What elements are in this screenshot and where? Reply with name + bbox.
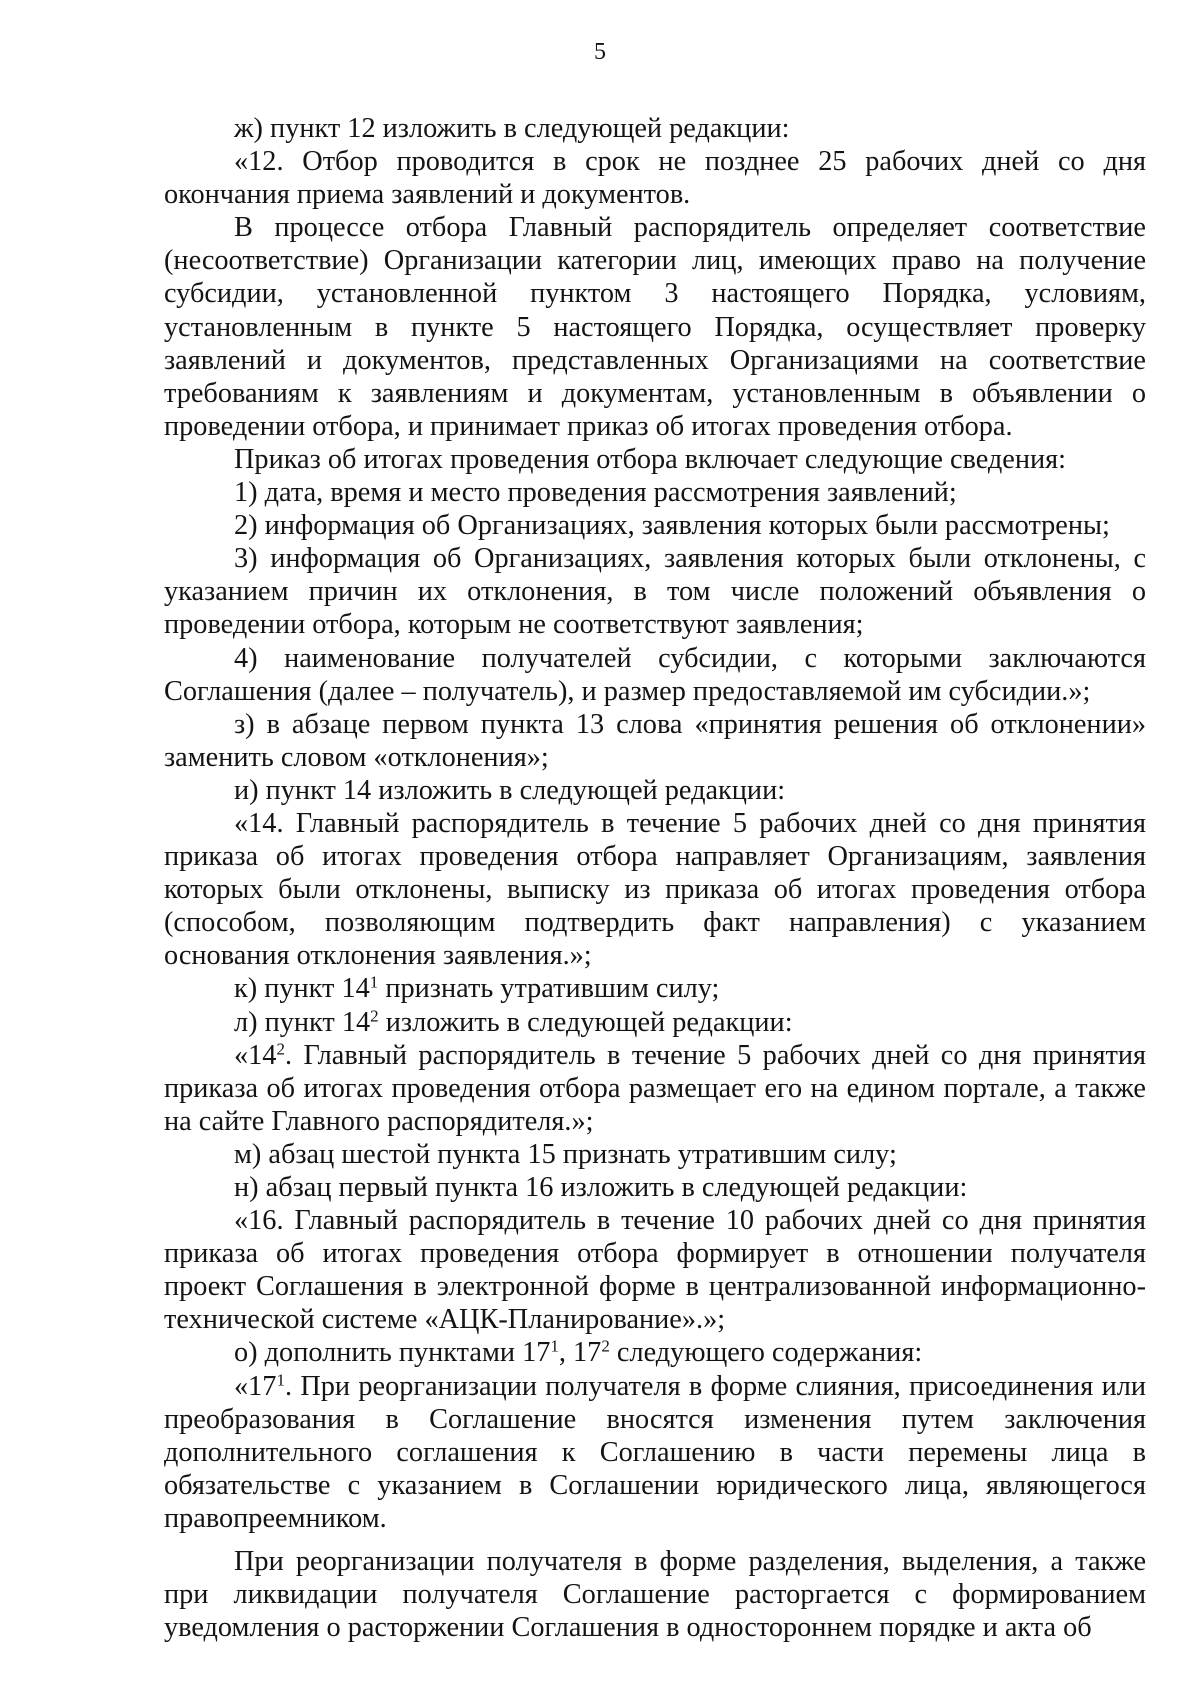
paragraph-point-17-1 <box>164 1370 1146 1535</box>
text-fragment: . Главный распорядитель в течение 5 рабочих дней со дня принятия приказа об итогах проведения отбора размещает его на едином портале, а также на сайте Главного распорядителя.»; <box>164 1039 1146 1137</box>
paragraph-item-z: з) в абзаце первом пункта 13 слова «принятия решения об отклонении» заменить словом «отклонения»; <box>164 708 1146 773</box>
paragraph-item-m: м) абзац шестой пункта 15 признать утратившим силу; <box>234 1138 897 1170</box>
superscript: 1 <box>550 1337 559 1357</box>
paragraph-list-1: 1) дата, время и место проведения рассмотрения заявлений; <box>234 477 957 509</box>
document-body <box>164 112 1146 1644</box>
text-fragment: . При реорганизации получателя в форме слияния, присоединения или преобразования в Соглашение вносятся изменения путем заключения дополнительного соглашения к Соглашению в части перемены лица в обязательстве с указанием в Соглашении юридического лица, являющегося правопреемником. <box>164 1370 1146 1534</box>
paragraph-point-16: «16. Главный распорядитель в течение 10 рабочих дней со дня принятия приказа об итогах проведения отбора формирует в отношении получателя проект Соглашения в электронной форме в централизованной информационно-технической системе «АЦК-Планирование».»; <box>164 1205 1146 1336</box>
text-fragment: «14 <box>234 1039 277 1071</box>
text-fragment: л) пункт 14 <box>234 1006 371 1038</box>
paragraph-point-14-2 <box>164 1039 1146 1138</box>
page-number: 5 <box>594 39 606 65</box>
paragraph-item-n: н) абзац первый пункта 16 изложить в следующей редакции: <box>234 1172 968 1203</box>
paragraph-reorganization: При реорганизации получателя в форме разделения, выделения, а также при ликвидации получателя Соглашение расторгается с формированием уведомления о расторжении Соглашения в одностороннем порядке и акта об <box>164 1546 1146 1644</box>
text-fragment: , 17 <box>558 1337 602 1369</box>
text-fragment: о) дополнить пунктами 17 <box>234 1337 551 1369</box>
paragraph-item-o <box>164 1336 1146 1369</box>
superscript: 1 <box>276 1370 285 1390</box>
paragraph-item-l <box>164 1006 1146 1039</box>
superscript: 2 <box>276 1039 285 1059</box>
paragraph-selection-process: В процессе отбора Главный распорядитель определяет соответствие (несоответствие) Организации категории лиц, имеющих право на получение субсидии, установленной пунктом 3 настоящего Порядка, условиям, установленным в пункте 5 настоящего Порядка, осуществляет проверку заявлений и документов, представленных Организациями на соответствие требованиям к заявлениям и документам, установленным в объявлении о проведении отбора, и принимает приказ об итогах проведения отбора. <box>164 212 1146 442</box>
paragraph-item-k <box>164 972 1146 1005</box>
text-fragment: «17 <box>234 1370 277 1402</box>
text-fragment: признать утратившим силу; <box>378 973 720 1005</box>
superscript: 2 <box>370 1006 379 1026</box>
paragraph-list-2: 2) информация об Организациях, заявления которых были рассмотрены; <box>234 510 1110 542</box>
superscript: 1 <box>369 973 379 993</box>
text-fragment: к) пункт 14 <box>234 973 370 1005</box>
paragraph-point-14: «14. Главный распорядитель в течение 5 рабочих дней со дня принятия приказа об итогах проведения отбора направляет Организациям, заявления которых были отклонены, выписку из приказа об итогах проведения отбора (способом, позволяющим подтвердить факт направления) с указанием основания отклонения заявления.»; <box>164 807 1146 972</box>
paragraph-order-contents: Приказ об итогах проведения отбора включает следующие сведения: <box>234 443 1067 475</box>
superscript: 2 <box>601 1337 610 1357</box>
paragraph-list-3: 3) информация об Организациях, заявления которых были отклонены, с указанием причин их отклонения, в том числе положений объявления о проведении отбора, которым не соответствуют заявления; <box>164 543 1146 641</box>
text-fragment: изложить в следующей редакции: <box>378 1006 793 1038</box>
paragraph-list-4: 4) наименование получателей субсидии, с которыми заключаются Соглашения (далее – получатель), и размер предоставляемой им субсидии.»; <box>164 642 1146 707</box>
paragraph-item-i: и) пункт 14 изложить в следующей редакции: <box>234 774 786 806</box>
text-fragment: следующего содержания: <box>609 1337 923 1369</box>
paragraph-item-zh: ж) пункт 12 изложить в следующей редакции: <box>234 113 790 144</box>
paragraph-point-12: «12. Отбор проводится в срок не позднее 25 рабочих дней со дня окончания приема заявлений и документов. <box>164 146 1146 211</box>
